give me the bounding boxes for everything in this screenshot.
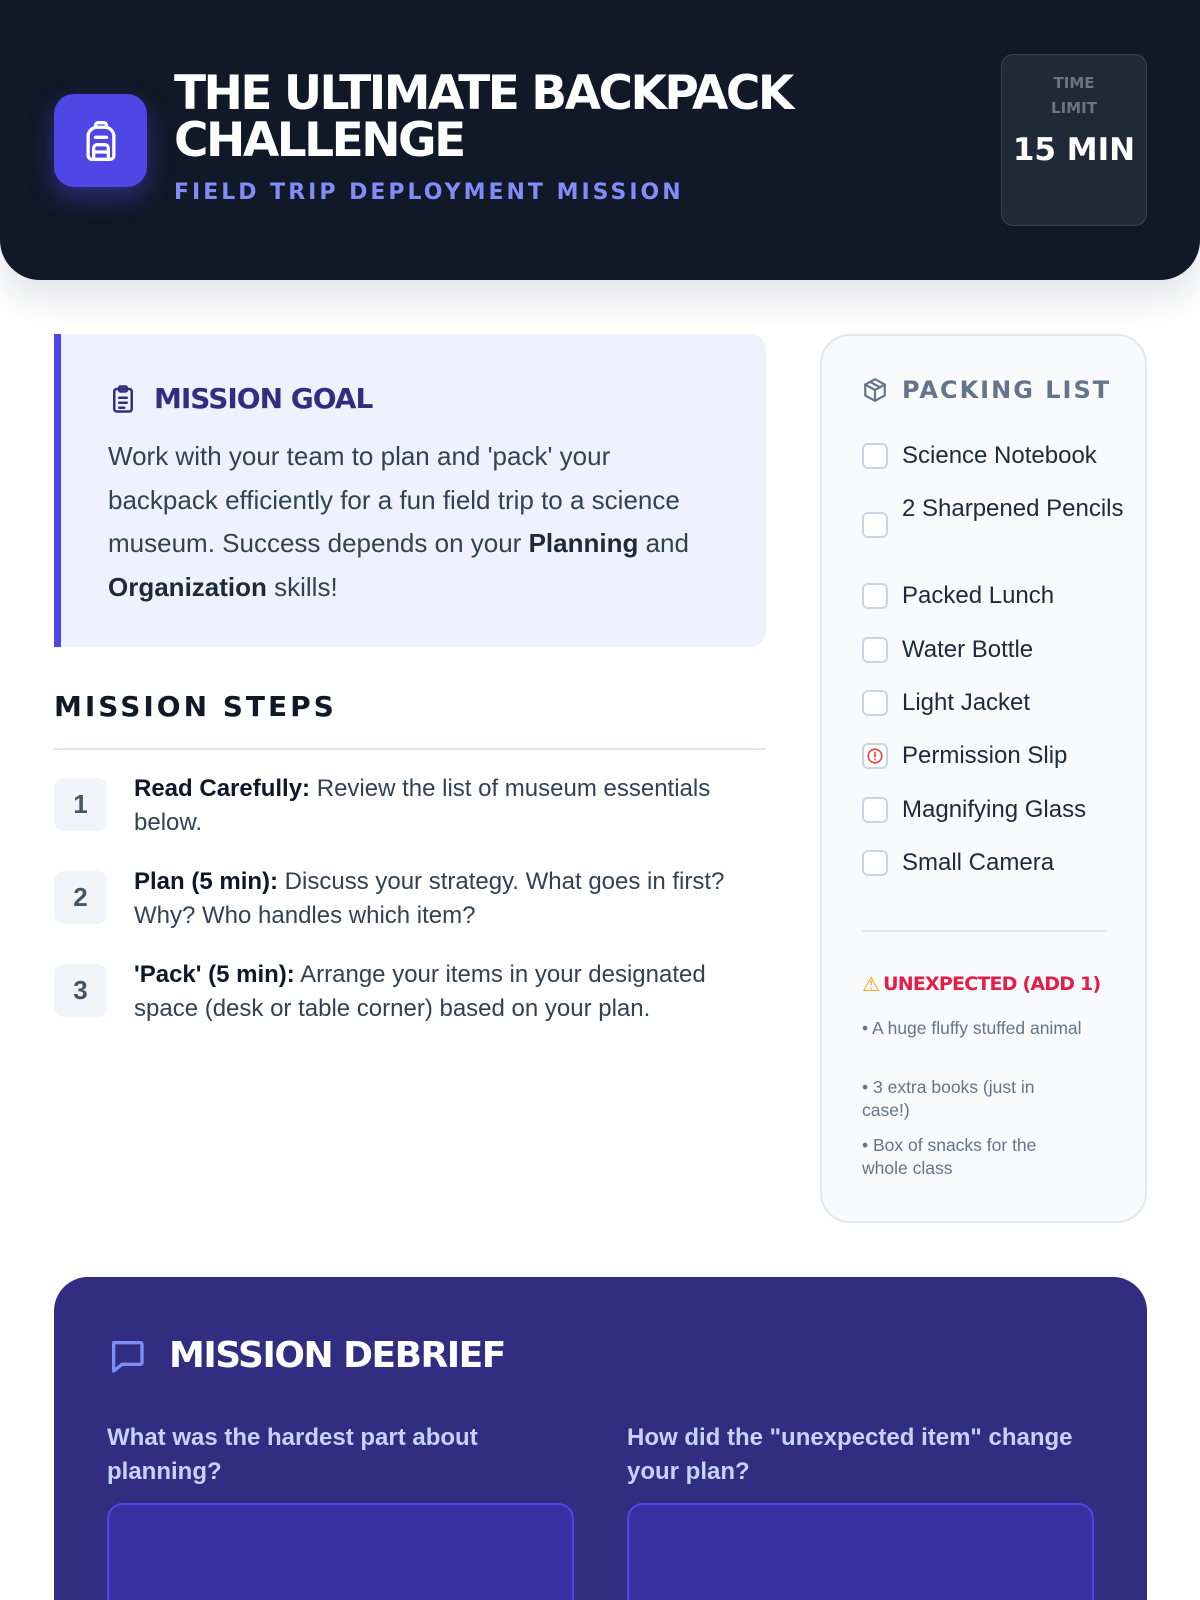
debrief-question-2: How did the "unexpected item" change your plan?	[627, 1424, 1073, 1485]
step-heading: 'Pack' (5 min):	[134, 961, 295, 988]
step-description: Discuss your strategy. What goes in first? Why? Who handles which item?	[134, 868, 725, 929]
mission-goal-header	[108, 382, 372, 415]
mission-debrief-card	[54, 1277, 1147, 1600]
mission-goal-text	[108, 435, 708, 609]
backpack-logo	[54, 94, 147, 187]
step-number: 3	[54, 964, 107, 1017]
item-checkbox[interactable]	[862, 850, 888, 876]
packing-list-card	[820, 334, 1147, 1223]
mission-goal-title: MISSION GOAL	[154, 382, 373, 415]
unexpected-item: • Box of snacks for the whole class	[862, 1135, 1037, 1178]
debrief-question-1: What was the hardest part about planning?	[107, 1424, 478, 1485]
step-heading: Read Carefully:	[134, 775, 311, 802]
packing-item-label: Science Notebook	[902, 442, 1097, 469]
item-checkbox[interactable]	[862, 443, 888, 469]
packing-item-label: Magnifying Glass	[902, 796, 1087, 823]
warning-icon: ⚠	[862, 972, 880, 996]
goal-text-part: Work with your team to plan and 'pack' your backpack efficiently for a fun field trip to a science museum. Success depends on your	[108, 441, 680, 558]
debrief-answer-2[interactable]	[627, 1503, 1094, 1600]
unexpected-item: • 3 extra books (just in case!)	[862, 1077, 1035, 1120]
step-description: Review the list of museum essentials below.	[134, 775, 711, 836]
time-limit-label: TIME LIMIT	[1051, 74, 1097, 117]
packing-item-label: Small Camera	[902, 849, 1055, 876]
packing-item-label: Light Jacket	[902, 689, 1031, 716]
item-checkbox[interactable]	[862, 690, 888, 716]
step-text	[134, 958, 754, 1025]
packing-item-label: 2 Sharpened Pencils	[902, 495, 1124, 522]
unexpected-item: • A huge fluffy stuffed animal	[862, 1018, 1082, 1038]
unexpected-title	[862, 972, 1100, 996]
item-checkbox[interactable]	[862, 797, 888, 823]
clipboard-icon	[108, 384, 138, 414]
mission-goal-card	[54, 334, 766, 647]
divider	[862, 930, 1107, 932]
step-text	[134, 865, 754, 932]
page-subtitle: FIELD TRIP DEPLOYMENT MISSION	[174, 180, 684, 205]
item-checkbox[interactable]	[862, 583, 888, 609]
step-number: 1	[54, 778, 107, 831]
packing-list-title: PACKING LIST	[902, 376, 1112, 404]
goal-strong-planning: Planning	[528, 528, 639, 558]
item-checkbox[interactable]	[862, 512, 888, 538]
mission-debrief-title: MISSION DEBRIEF	[169, 1335, 505, 1376]
goal-text-part: skills!	[266, 571, 338, 602]
packing-item-label: Packed Lunch	[902, 582, 1055, 609]
item-checkbox[interactable]	[862, 637, 888, 663]
debrief-answer-1[interactable]	[107, 1503, 574, 1600]
goal-strong-organization: Organization	[108, 571, 267, 602]
item-checkbox[interactable]	[862, 743, 888, 769]
alert-circle-icon	[866, 747, 884, 765]
mission-debrief-header	[107, 1335, 505, 1376]
chat-bubble-icon	[107, 1336, 147, 1376]
page-title: THE ULTIMATE BACKPACK CHALLENGE	[174, 66, 792, 168]
step-number: 2	[54, 871, 107, 924]
divider	[54, 748, 766, 750]
time-limit-badge	[1001, 54, 1147, 226]
step-heading: Plan (5 min):	[134, 868, 279, 895]
goal-text-part: and	[638, 528, 689, 558]
step-description: Arrange your items in your designated space (desk or table corner) based on your plan.	[134, 961, 706, 1022]
page-header	[0, 0, 1200, 280]
mission-steps-title: MISSION STEPS	[54, 690, 337, 723]
step-text	[134, 772, 754, 839]
backpack-icon	[79, 119, 123, 163]
packing-item-label: Permission Slip	[902, 742, 1068, 769]
packing-list-header	[862, 376, 1111, 404]
packing-item-label: Water Bottle	[902, 636, 1034, 663]
unexpected-title-text: UNEXPECTED (ADD 1)	[883, 973, 1101, 995]
package-icon	[862, 377, 888, 403]
time-limit-value: 15 MIN	[1012, 132, 1136, 168]
